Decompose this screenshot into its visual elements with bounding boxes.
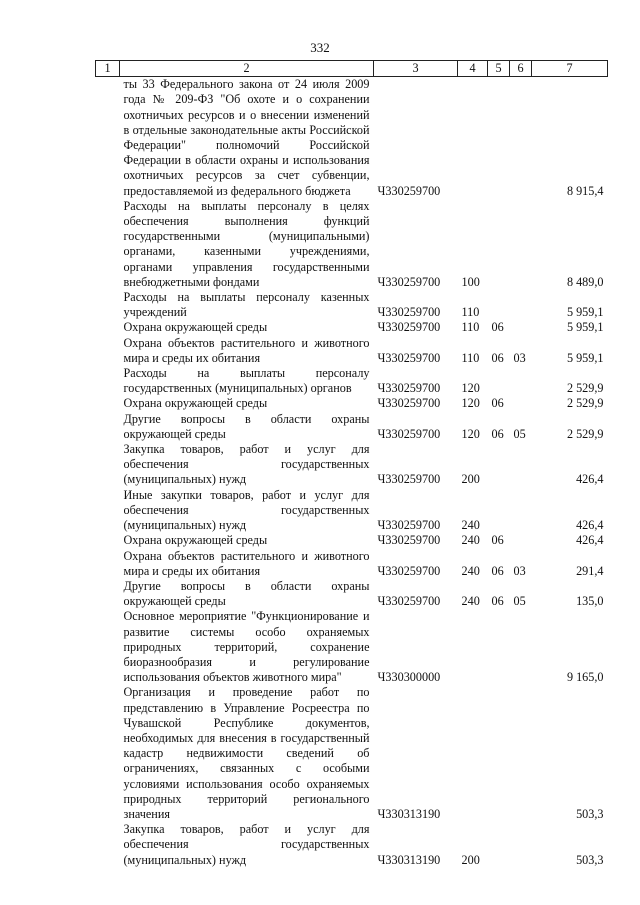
row-section: 06 <box>491 426 504 441</box>
row-spacer <box>96 488 120 534</box>
table-row <box>96 609 608 685</box>
row-code: Ч330259700 <box>377 381 441 396</box>
row-spacer <box>96 199 120 290</box>
row-amount: 8 915,4 <box>566 183 604 198</box>
row-section <box>488 366 510 396</box>
row-spacer <box>96 336 120 366</box>
row-code: Ч330259700 <box>377 426 441 441</box>
row-subsection <box>510 442 532 488</box>
row-section: 06 <box>491 350 504 365</box>
row-name: Расходы на выплаты персоналу государственных (муниципальных) органов <box>123 366 370 396</box>
row-name: Охрана объектов растительного и животного мира и среды их обитания <box>123 548 370 578</box>
row-section <box>488 442 510 488</box>
table-header-row <box>96 61 608 77</box>
row-name: Основное мероприятие "Функционирование и развитие системы особо охраняемых природных территорий, сохранение биоразнообразия и регулирование использования объектов животного мира" <box>123 609 370 685</box>
row-type: 240 <box>461 533 480 548</box>
row-name: Организация и проведение работ по представлению в Управление Росреестра по Чувашской Республике документов, необходимых для внесения в государственный кадастр недвижимости сведений об ограничениях, связанных с особыми условиями использования особо охраняемых природных территорий регионального значения <box>123 685 370 821</box>
row-code: Ч330259700 <box>377 518 441 533</box>
row-spacer <box>96 396 120 411</box>
row-subsection <box>510 685 532 822</box>
row-subsection: 05 <box>513 594 526 609</box>
row-subsection: 05 <box>513 426 526 441</box>
row-type: 110 <box>461 350 480 365</box>
row-subsection <box>510 320 532 335</box>
row-spacer <box>96 77 120 199</box>
row-subsection <box>510 396 532 411</box>
row-spacer <box>96 549 120 579</box>
row-type: 200 <box>461 852 480 867</box>
row-subsection <box>510 488 532 534</box>
row-amount: 2 529,9 <box>566 381 604 396</box>
row-name: Другие вопросы в области охраны окружающей среды <box>123 578 370 609</box>
row-spacer <box>96 533 120 548</box>
row-name: Охрана окружающей среды <box>123 320 268 335</box>
row-code: Ч330259700 <box>377 350 441 365</box>
column-header: 7 <box>532 61 608 77</box>
table-row <box>96 412 608 442</box>
row-subsection <box>510 533 532 548</box>
budget-table <box>95 60 608 868</box>
row-name: Охрана объектов растительного и животного мира и среды их обитания <box>123 335 370 365</box>
row-section <box>488 77 510 199</box>
row-section <box>488 199 510 290</box>
row-code: Ч330259700 <box>377 594 441 609</box>
row-spacer <box>96 579 120 609</box>
row-spacer <box>96 412 120 442</box>
column-header: 6 <box>510 61 532 77</box>
row-code: Ч330259700 <box>377 396 441 411</box>
row-code: Ч330259700 <box>377 533 441 548</box>
row-section <box>488 822 510 868</box>
row-section <box>488 488 510 534</box>
row-subsection <box>510 609 532 685</box>
row-code: Ч330259700 <box>377 274 441 289</box>
row-type: 120 <box>461 381 480 396</box>
column-header: 5 <box>488 61 510 77</box>
table-row <box>96 533 608 548</box>
row-code: Ч330300000 <box>377 670 441 685</box>
table-row <box>96 822 608 868</box>
table-row <box>96 396 608 411</box>
row-amount: 291,4 <box>576 563 604 578</box>
row-type: 200 <box>461 472 480 487</box>
row-amount: 503,3 <box>576 806 604 821</box>
row-amount: 426,4 <box>576 472 604 487</box>
row-section: 06 <box>491 533 504 548</box>
page-number: 332 <box>310 40 330 55</box>
row-amount: 503,3 <box>576 852 604 867</box>
row-subsection <box>510 366 532 396</box>
row-amount: 8 489,0 <box>566 274 604 289</box>
row-section <box>488 685 510 822</box>
row-section: 06 <box>491 594 504 609</box>
row-spacer <box>96 822 120 868</box>
row-amount: 2 529,9 <box>566 396 604 411</box>
row-section: 06 <box>491 396 504 411</box>
row-name: Закупка товаров, работ и услуг для обеспечения государственных (муниципальных) нужд <box>123 442 370 487</box>
table-row <box>96 77 608 199</box>
row-amount: 426,4 <box>576 518 604 533</box>
row-spacer <box>96 609 120 685</box>
row-spacer <box>96 320 120 335</box>
column-header: 1 <box>96 61 120 77</box>
row-amount: 5 959,1 <box>566 305 604 320</box>
row-type: 240 <box>461 518 480 533</box>
table-row <box>96 442 608 488</box>
row-code: Ч330259700 <box>377 563 441 578</box>
row-spacer <box>96 290 120 320</box>
table-row <box>96 336 608 366</box>
row-subsection <box>510 290 532 320</box>
row-type: 240 <box>461 563 480 578</box>
column-header: 2 <box>120 61 374 77</box>
row-name: Расходы на выплаты персоналу казенных учреждений <box>123 290 370 320</box>
row-code: Ч330259700 <box>377 305 441 320</box>
table-row <box>96 320 608 335</box>
row-spacer <box>96 685 120 822</box>
row-name: Иные закупки товаров, работ и услуг для обеспечения государственных (муниципальных) нужд <box>123 487 370 533</box>
row-amount: 9 165,0 <box>566 670 604 685</box>
row-subsection <box>510 77 532 199</box>
row-name: Охрана окружающей среды <box>123 396 268 411</box>
table-row <box>96 290 608 320</box>
row-subsection <box>510 199 532 290</box>
row-section <box>488 609 510 685</box>
row-name: Расходы на выплаты персоналу в целях обеспечения выполнения функций государственными (муниципальными) органами, казенными учреждениями, органами управления государственными внебюджетными фондами <box>123 198 370 289</box>
table-row <box>96 488 608 534</box>
row-spacer <box>96 366 120 396</box>
row-code: Ч330313190 <box>377 852 441 867</box>
row-amount: 5 959,1 <box>566 350 604 365</box>
table-row <box>96 579 608 609</box>
row-code: Ч330259700 <box>377 472 441 487</box>
table-row <box>96 199 608 290</box>
row-amount: 135,0 <box>576 594 604 609</box>
table-row <box>96 549 608 579</box>
row-section <box>488 290 510 320</box>
row-type: 240 <box>461 594 480 609</box>
column-header: 4 <box>458 61 488 77</box>
row-code: Ч330259700 <box>377 320 441 335</box>
row-type: 100 <box>461 274 480 289</box>
row-section: 06 <box>491 563 504 578</box>
column-header: 3 <box>374 61 458 77</box>
row-type: 120 <box>461 426 480 441</box>
row-subsection: 03 <box>513 350 526 365</box>
row-type: 110 <box>461 320 480 335</box>
row-name: Другие вопросы в области охраны окружающей среды <box>123 411 370 441</box>
row-type: 110 <box>461 305 480 320</box>
row-code: Ч330313190 <box>377 806 441 821</box>
row-spacer <box>96 442 120 488</box>
row-amount: 2 529,9 <box>566 426 604 441</box>
row-type: 120 <box>461 396 480 411</box>
row-type <box>458 77 488 199</box>
row-subsection: 03 <box>513 563 526 578</box>
row-section: 06 <box>491 320 504 335</box>
row-type <box>458 609 488 685</box>
row-subsection <box>510 822 532 868</box>
row-name: Охрана окружающей среды <box>123 533 268 548</box>
row-name: Закупка товаров, работ и услуг для обеспечения государственных (муниципальных) нужд <box>123 822 370 867</box>
table-row <box>96 366 608 396</box>
row-amount: 5 959,1 <box>566 320 604 335</box>
row-name: ты 33 Федерального закона от 24 июля 2009 года № 209-ФЗ "Об охоте и о сохранении охотничьих ресурсов и о внесении изменений в отдельные законодательные акты Российской Федерации" полномочий Российской Федерации в области охраны и использования охотничьих ресурсов за счет субвенции, предоставляемой из федерального бюджета <box>123 77 370 198</box>
row-type <box>458 685 488 822</box>
table-body <box>96 77 608 868</box>
row-amount: 426,4 <box>576 533 604 548</box>
row-code: Ч330259700 <box>377 183 441 198</box>
table-row <box>96 685 608 822</box>
